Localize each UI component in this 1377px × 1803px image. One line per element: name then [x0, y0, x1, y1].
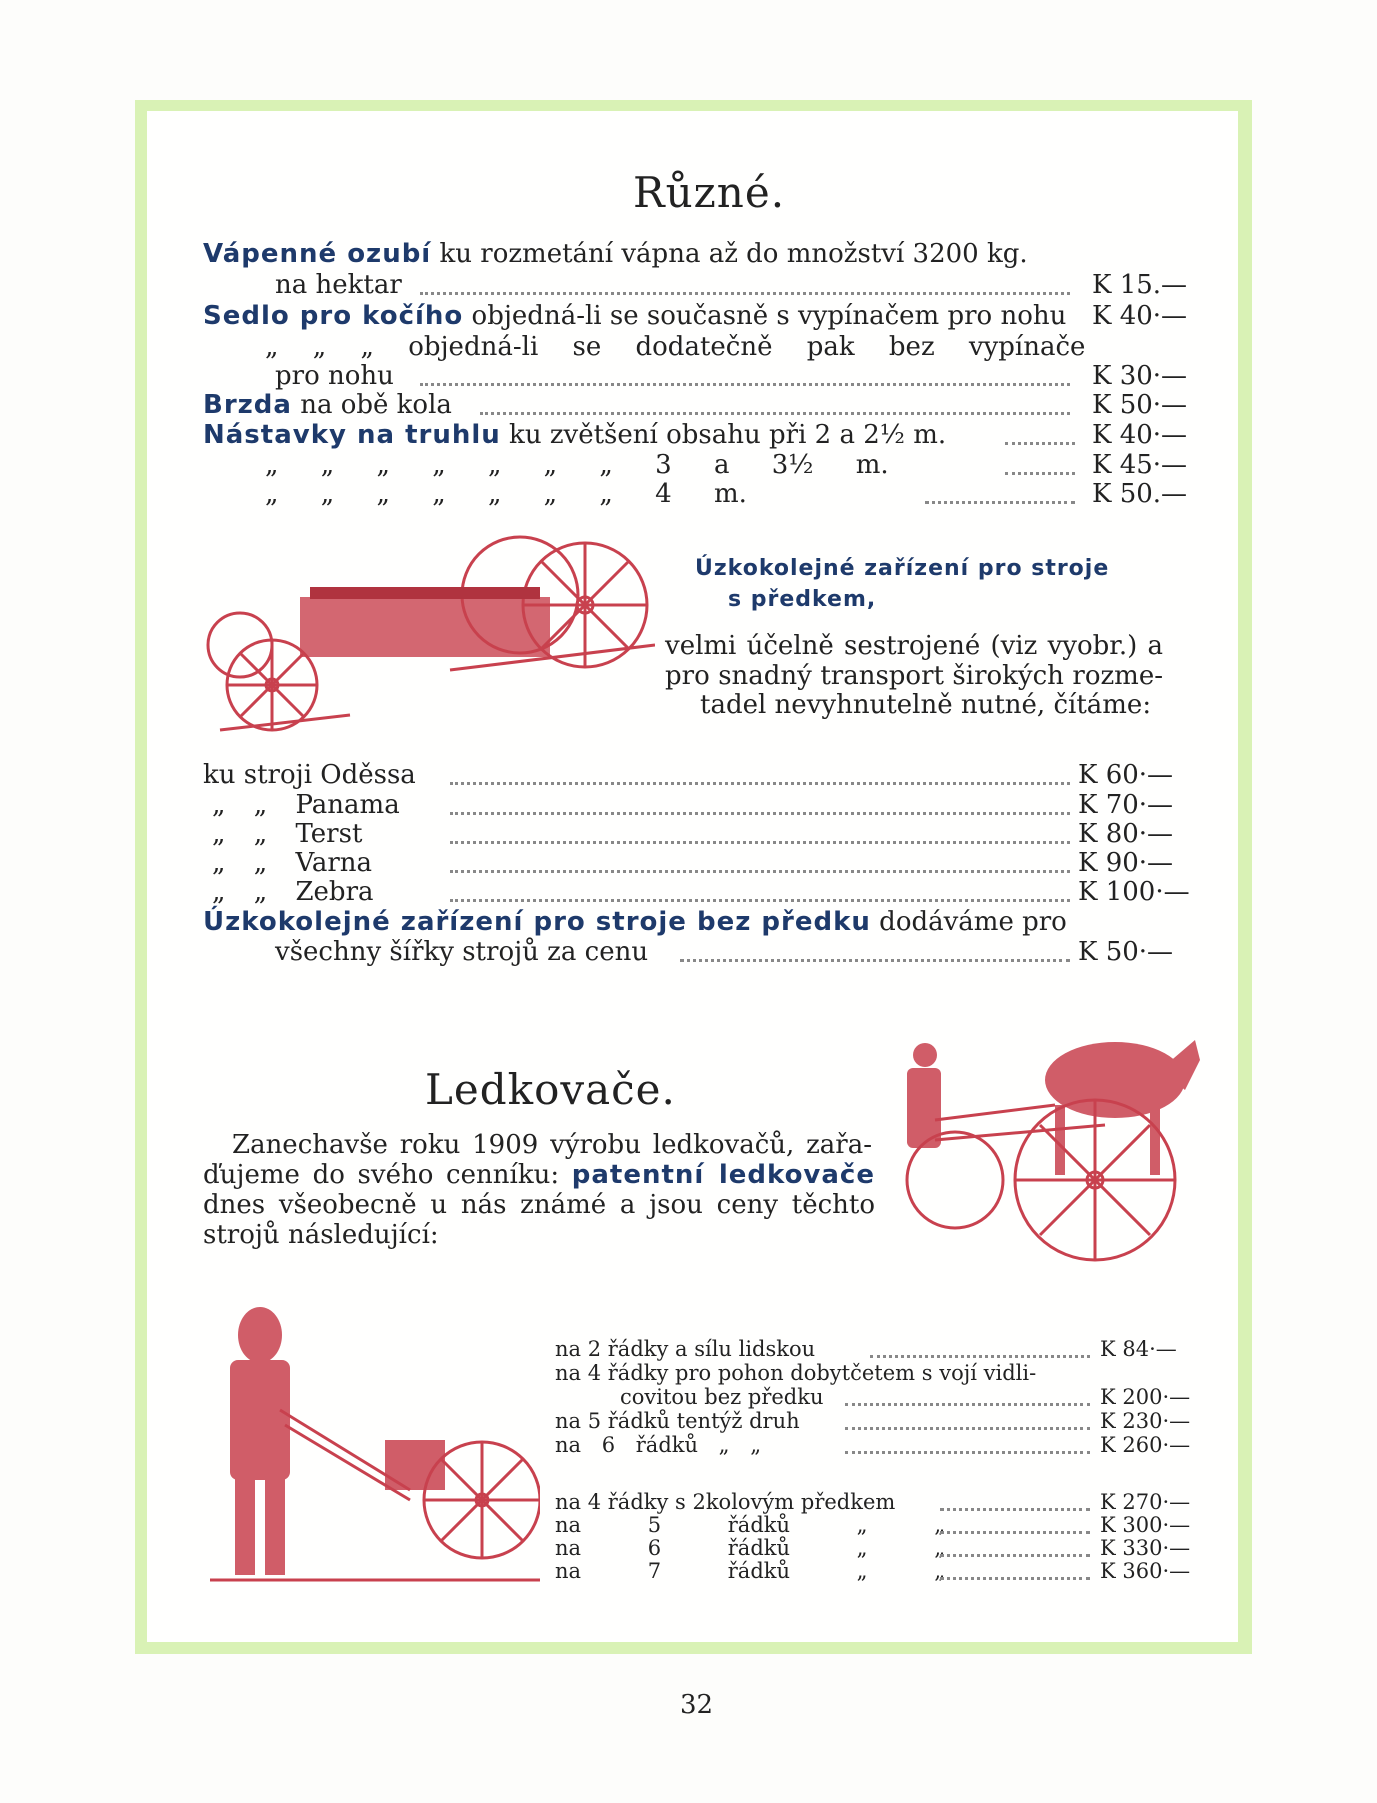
section-title-ruzne: Různé. — [633, 168, 786, 217]
item-text: na obě kola — [291, 390, 452, 420]
item-vapenne-ozubi — [203, 239, 1028, 270]
seeder-row: na 2 řádky a sílu lidskou — [555, 1337, 816, 1361]
leader-dots — [450, 899, 1070, 902]
seeder-row: na 5 řádků tentýž druh — [555, 1409, 800, 1433]
item-bold: Vápenné ozubí — [203, 239, 432, 269]
price: K 60·— — [1078, 760, 1174, 790]
leader-dots — [845, 1427, 1090, 1430]
machine-row: „ „ Varna — [212, 848, 373, 878]
seeder-row: na 7 řádků „ „ — [555, 1559, 946, 1583]
price: K 80·— — [1078, 819, 1174, 849]
leader-dots — [420, 383, 1070, 386]
narrow-gauge-heading-2: s předkem, — [728, 587, 877, 612]
narrow-gauge-line: pro snadný transport širokých rozme- — [665, 661, 1163, 691]
price: K 270·— — [1100, 1490, 1191, 1514]
price: K 30·— — [1092, 361, 1188, 391]
item-brzda — [203, 390, 452, 421]
intro-bold: patentní ledkovače — [571, 1160, 875, 1190]
section-title-ledkovace: Ledkovače. — [425, 1065, 676, 1114]
item-bold: Úzkokolejné zařízení pro stroje bez předku — [203, 907, 871, 937]
intro-line: Zanechavše roku 1909 výrobu ledkovačů, zařa- — [232, 1130, 872, 1160]
machine-row: ku stroji Oděssa — [203, 760, 416, 790]
price: K 40·— — [1092, 420, 1188, 450]
price: K 45·— — [1092, 450, 1188, 480]
intro-line: dnes všeobecně u nás známé a jsou ceny těchto — [203, 1190, 875, 1220]
price: K 360·— — [1100, 1559, 1191, 1583]
item-text: „ „ „ „ „ „ „ 4 m. — [265, 479, 747, 509]
seeder-row: na 5 řádků „ „ — [555, 1513, 946, 1537]
leader-dots — [940, 1554, 1090, 1557]
item-bold: Brzda — [203, 390, 292, 420]
price: K 15.— — [1092, 270, 1188, 300]
price: K 100·— — [1078, 877, 1190, 907]
without-front-item — [203, 907, 1067, 938]
without-front-line2: všechny šířky strojů za cenu — [275, 937, 649, 967]
price: K 50·— — [1078, 937, 1174, 967]
leader-dots — [925, 501, 1075, 504]
item-bold: Nástavky na truhlu — [203, 420, 501, 450]
item-text: „ „ „ „ „ „ „ 3 a 3½ m. — [265, 450, 889, 480]
price: K 330·— — [1100, 1536, 1191, 1560]
item-text: ku zvětšení obsahu při 2 a 2½ m. — [500, 420, 947, 450]
price: K 300·— — [1100, 1513, 1191, 1537]
seeder-row: covitou bez předku — [620, 1385, 824, 1409]
leader-dots — [480, 412, 1070, 415]
item-text: na hektar — [275, 270, 402, 300]
leader-dots — [940, 1577, 1090, 1580]
leader-dots — [450, 841, 1070, 844]
price: K 50·— — [1092, 390, 1188, 420]
leader-dots — [450, 782, 1070, 785]
seeder-row: na 4 řádky s 2kolovým předkem — [555, 1490, 896, 1514]
item-sedlo — [203, 301, 1066, 332]
item-text: dodáváme pro — [870, 907, 1067, 937]
intro-line: strojů následující: — [203, 1220, 439, 1250]
leader-dots — [870, 1355, 1090, 1358]
seeder-row: na 4 řádky pro pohon dobytčetem s vojí vidli- — [555, 1361, 1037, 1385]
horse-drawn-seeder-illustration — [895, 1030, 1205, 1265]
machine-row: „ „ Panama — [212, 790, 400, 820]
leader-dots — [450, 812, 1070, 815]
price: K 40·— — [1092, 301, 1188, 331]
item-text: „ „ „ objedná-li se dodatečně pak bez vypínače — [265, 332, 1086, 362]
narrow-gauge-line: velmi účelně sestrojené (viz vyobr.) a — [665, 631, 1163, 661]
price: K 70·— — [1078, 790, 1174, 820]
leader-dots — [940, 1508, 1090, 1511]
item-text: objedná-li se současně s vypínačem pro nohu — [463, 301, 1067, 331]
machine-row: „ „ Terst — [212, 819, 363, 849]
leader-dots — [420, 292, 1070, 295]
narrow-gauge-heading-1: Úzkokolejné zařízení pro stroje — [695, 556, 1110, 581]
price: K 50.— — [1092, 479, 1188, 509]
price: K 90·— — [1078, 848, 1174, 878]
item-bold: Sedlo pro kočího — [203, 301, 464, 331]
seeder-row: na 6 řádků „ „ — [555, 1433, 762, 1457]
price: K 200·— — [1100, 1385, 1191, 1409]
leader-dots — [1005, 442, 1075, 445]
item-nastavky — [203, 420, 946, 451]
item-text: pro nohu — [275, 361, 394, 391]
narrow-gauge-illustration — [200, 535, 655, 735]
page-number: 32 — [680, 1690, 714, 1720]
narrow-gauge-line: tadel nevyhnutelně nutné, čítáme: — [700, 690, 1152, 720]
leader-dots — [940, 1531, 1090, 1534]
leader-dots — [845, 1451, 1090, 1454]
leader-dots — [680, 959, 1070, 962]
leader-dots — [450, 870, 1070, 873]
price: K 230·— — [1100, 1409, 1191, 1433]
hand-seeder-illustration — [210, 1300, 540, 1590]
leader-dots — [845, 1403, 1090, 1406]
leader-dots — [1005, 472, 1075, 475]
intro-line-2 — [203, 1160, 875, 1191]
machine-row: „ „ Zebra — [212, 877, 374, 907]
item-text: ku rozmetání vápna až do množství 3200 kg. — [431, 239, 1028, 269]
intro-text: ďujeme do svého cenníku: — [203, 1160, 572, 1190]
price: K 260·— — [1100, 1433, 1191, 1457]
price: K 84·— — [1100, 1337, 1177, 1361]
seeder-row: na 6 řádků „ „ — [555, 1536, 946, 1560]
